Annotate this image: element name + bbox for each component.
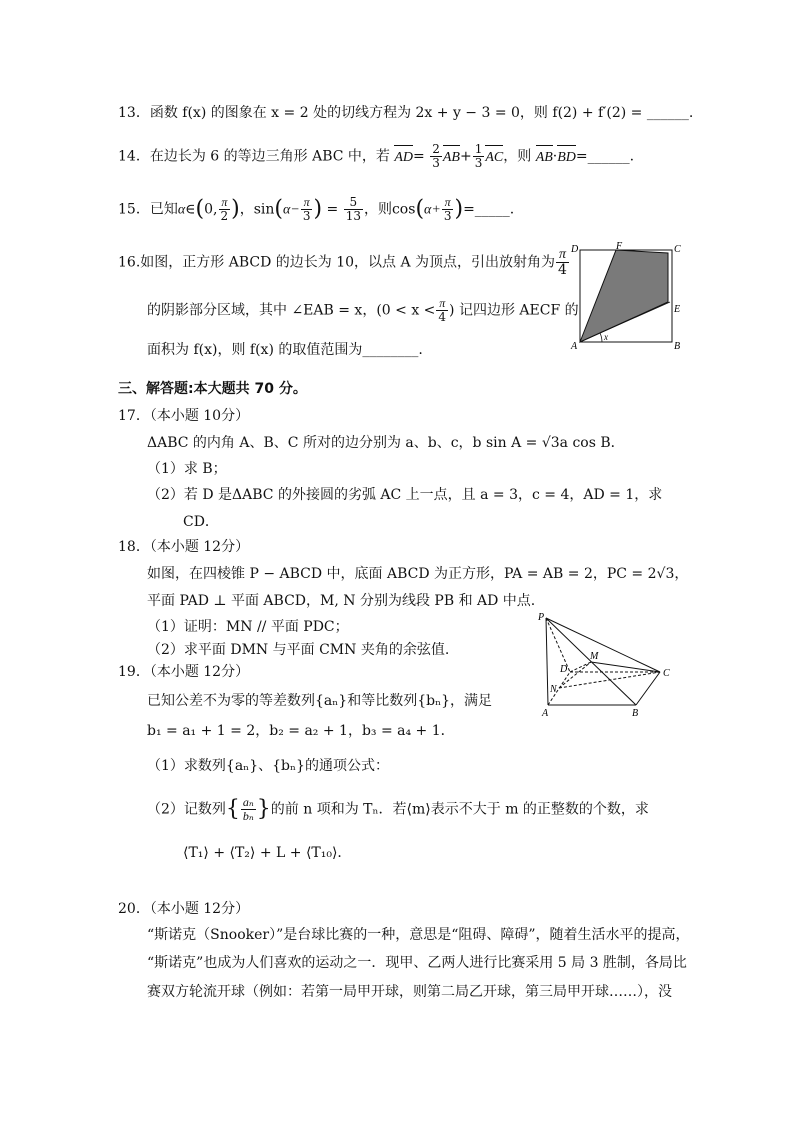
problem-17-l4: CD．	[183, 514, 219, 530]
problem-18-l2: 平面 PAD ⊥ 平面 ABCD，M, N 分别为线段 PB 和 AD 中点.	[147, 593, 536, 609]
alpha-minus: α−	[283, 202, 300, 218]
problem-14	[118, 143, 634, 170]
problem-number: 16.	[118, 254, 141, 271]
fraction-pi-3: $\frac{\pi}{3}$	[443, 195, 452, 223]
section-heading: 三、解答题:本大题共 70 分。	[118, 381, 307, 397]
label-d: D	[560, 664, 568, 675]
vector-ad: AD	[394, 148, 413, 168]
problem-19-l4: （2）记数列{ $\frac{\text{aₙ}}{\text{bₙ}}$ }的前 n 项和为 Tₙ．若⟨m⟩表示不大于 m 的正整数的个数，求	[147, 795, 649, 823]
fraction-pi-2: $\frac{\pi}{2}$	[220, 195, 229, 223]
problem-text: 如图，正方形 ABCD 的边长为 10，以点 A 为顶点，引出放射角为	[140, 254, 556, 271]
fraction-pi-4: $\frac{\pi}{4}$	[438, 296, 447, 324]
label-x: x	[604, 332, 608, 342]
vector-ab: AB	[443, 148, 460, 168]
label-c: C	[663, 668, 670, 679]
fraction-an-bn: $\frac{\text{aₙ}}{\text{bₙ}}$	[242, 795, 254, 823]
label-b: B	[632, 708, 639, 718]
sin-label: ，sin	[239, 201, 275, 218]
fraction-pi-3: $\frac{\pi}{3}$	[302, 195, 311, 223]
label-f: F	[616, 241, 623, 252]
fraction-pi-4: $\frac{\pi}{4}$	[558, 247, 567, 278]
problem-points: （本小题 12分）	[149, 664, 250, 680]
edge-bc	[636, 672, 660, 705]
vector-ac: AC	[485, 148, 503, 168]
problem-16-line2	[147, 297, 579, 324]
problem-text: ，则	[503, 148, 532, 165]
dot-product: ·	[552, 148, 558, 165]
problem-text: 已知	[149, 201, 178, 218]
problem-20-l1: “斯诺克（Snooker）”是台球比赛的一种，意思是“阻碍、障碍”，随着生活水平的提高，	[147, 927, 690, 943]
label-c: C	[674, 244, 681, 255]
problem-text: ) 记四边形 AECF 的	[449, 302, 579, 319]
problem-13	[118, 103, 693, 123]
alpha-in: α∈	[177, 202, 196, 218]
problem-18-l1: 如图，在四棱锥 P − ABCD 中，底面 ABCD 为正方形，PA = AB = 2，PC = 2√3，	[147, 566, 689, 582]
problem-text: （2）记数列	[147, 801, 226, 818]
vector-bd: BD	[557, 148, 576, 168]
problem-points: （本小题 10分）	[149, 408, 250, 424]
label-b: B	[674, 341, 681, 352]
answer-blank: =______.	[575, 148, 635, 165]
problem-19-l5: ⟨T₁⟩ + ⟨T₂⟩ + L + ⟨T₁₀⟩．	[183, 845, 352, 861]
answer-blank: =_____.	[463, 201, 515, 218]
problem-points: （本小题 12分）	[149, 901, 250, 917]
edge-pa	[546, 618, 548, 705]
problem-19-l1: 已知公差不为零的等差数列{aₙ}和等比数列{bₙ}，满足	[147, 693, 493, 709]
problem-17-l1: ΔABC 的内角 A、B、C 所对的边分别为 a、b、c，b sin A = √3a cos B．	[147, 435, 625, 451]
problem-number: 19．	[118, 664, 150, 680]
problem-17-l3: （2）若 D 是ΔABC 的外接圆的劣弧 AC 上一点，且 a = 3，c = 4，AD = 1，求	[147, 487, 663, 503]
problem-17-head	[118, 406, 249, 426]
problem-text: 面积为 f(x)，则 f(x) 的取值范围为________.	[147, 342, 423, 358]
problem-number: 13．	[118, 105, 150, 121]
problem-18-head	[118, 537, 249, 557]
pyramid-figure	[534, 610, 680, 718]
problem-20-l3: 赛双方轮流开球（例如：若第一局甲开球，则第二局乙开球，第三局甲开球……），没	[147, 984, 672, 1000]
vector-ab: AB	[536, 148, 553, 168]
equals-sign: =	[413, 148, 425, 165]
problem-19-head	[118, 662, 249, 682]
cos-label: ，则cos	[363, 201, 416, 218]
label-n: N	[550, 684, 557, 695]
problem-text: 的前 n 项和为 Tₙ．若⟨m⟩表示不大于 m 的正整数的个数，求	[270, 801, 649, 818]
problem-number: 20．	[118, 901, 150, 917]
problem-15: 15．已知α∈(0, $\frac{\pi}{2}$ )，sin(α− $\frac{\pi}{3}$ ) = $\frac{5}{13}$ ，则cos(α+ $\frac{\pi}{3}$ )=_____.	[118, 195, 515, 223]
problem-number: 15．	[118, 201, 150, 218]
label-e: E	[674, 304, 681, 315]
angle-x-arc	[600, 333, 602, 342]
problem-text: 函数 f(x) 的图象在 x = 2 处的切线方程为 2x + y − 3 = 0，则 f(2) + f′(2) = ______.	[149, 105, 694, 121]
alpha-plus: α+	[424, 202, 441, 218]
problem-18-l4: （2）求平面 DMN 与平面 CMN 夹角的余弦值.	[147, 642, 450, 658]
label-a: A	[571, 341, 578, 352]
fraction-1-3: $\frac{1}{3}$	[474, 142, 483, 170]
problem-20-l2: “斯诺克”也成为人们喜欢的运动之一．现甲、乙两人进行比赛采用 5 局 3 胜制，各局比	[147, 955, 687, 971]
problem-16-line1	[118, 247, 570, 278]
segment-nc	[559, 672, 660, 688]
plus-sign: +	[459, 148, 472, 165]
problem-19-l3: （1）求数列{aₙ}、{bₙ}的通项公式：	[147, 758, 389, 774]
problem-text: 在边长为 6 的等边三角形 ABC 中，若	[149, 148, 390, 165]
problem-16-line3	[147, 340, 423, 360]
problem-17-l2: （1）求 B；	[147, 461, 227, 477]
fraction-5-13: $\frac{5}{13}$	[345, 195, 361, 223]
interval-start: 0,	[204, 201, 218, 218]
square-figure	[566, 240, 684, 352]
label-a: A	[542, 708, 549, 718]
problem-text: 的阴影部分区域，其中 ∠EAB = x，(0 < x <	[147, 302, 436, 319]
problem-19-l2: b₁ = a₁ + 1 = 2，b₂ = a₂ + 1，b₃ = a₄ + 1．	[147, 723, 455, 739]
problem-20-head	[118, 899, 249, 919]
problem-number: 14．	[118, 148, 150, 165]
shaded-region	[580, 250, 668, 342]
problem-points: （本小题 12分）	[149, 539, 250, 555]
problem-number: 18．	[118, 539, 150, 555]
label-m: M	[590, 651, 599, 662]
fraction-2-3: $\frac{2}{3}$	[432, 142, 440, 170]
problem-18-l3: （1）证明：MN // 平面 PDC；	[147, 619, 349, 635]
problem-number: 17．	[118, 408, 150, 424]
label-p: P	[538, 612, 545, 623]
label-d: D	[571, 244, 579, 255]
